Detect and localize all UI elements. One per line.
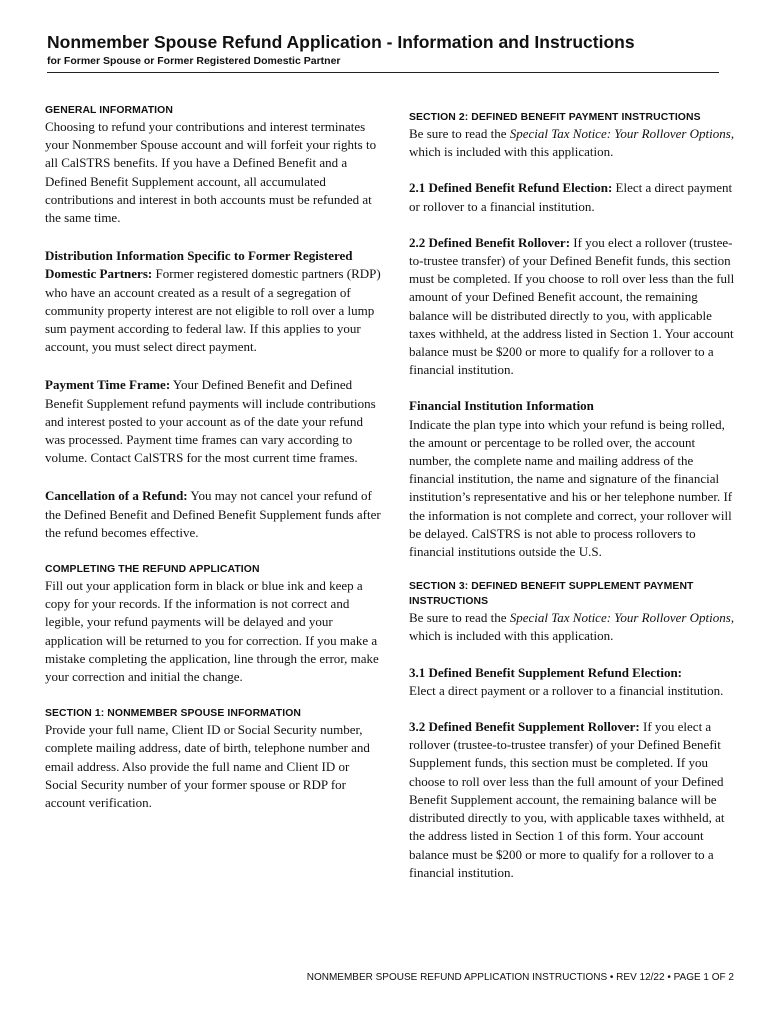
- section-3-2-text: If you elect a rollover (trustee-to-trustee transfer) of your Defined Benefit Supplement funds, this section must be completed. If you choose to roll over less than the full amount of your Defined Benefit Supplement account, the remaining balance will be distributed directly to you, with applicable taxes withheld, at the address listed in Section 1 of this form. Your account balance must be $200 or more to qualify for a rollover to a financial institution.: [409, 719, 725, 880]
- section-3-1-text: Elect a direct payment or a rollover to a financial institution.: [409, 682, 724, 698]
- page-header: [47, 31, 719, 68]
- payment-time-frame-paragraph: [45, 376, 385, 467]
- section-2-tax-notice: Special Tax Notice: Your Rollover Options,: [509, 126, 735, 141]
- completing-application-text: Fill out your application form in black or blue ink and keep a copy for your records. If the information is not correct and legible, your refund payments will be delayed and your application will be returned to you for correction. If you make a mistake completing the application, line through the error, make your correction and initial the change.: [45, 578, 379, 685]
- general-information-heading: GENERAL INFORMATION: [45, 105, 173, 116]
- section-1-text: Provide your full name, Client ID or Social Security number, complete mailing address, date of birth, telephone number and email address. Also provide the full name and Client ID or Social Security number of your former spouse or RDP for account verification.: [45, 722, 370, 811]
- section-3-pre: Be sure to read the: [409, 610, 510, 626]
- section-3-2-paragraph: [409, 718, 739, 882]
- cancellation-lead: Cancellation of a Refund:: [45, 488, 188, 504]
- section-3-1-lead: 3.1 Defined Benefit Supplement Refund Election:: [409, 664, 682, 680]
- section-2-1-paragraph: [409, 179, 739, 215]
- section-3-2-lead: 3.2 Defined Benefit Supplement Rollover:: [409, 719, 640, 735]
- financial-institution-text: Indicate the plan type into which your refund is being rolled, the amount or percentage to be rolled over, the account number, the complete name and mailing address of the financial institution, the name and signature of the financial institution’s representative and his or her telephone number. If the information is not complete and correct, your rollover will be delayed. CalSTRS is not able to process rollovers to financial institutions outside the U.S.: [409, 416, 733, 560]
- section-2-heading: SECTION 2: DEFINED BENEFIT PAYMENT INSTRUCTIONS: [409, 112, 701, 123]
- section-2-pre: Be sure to read the: [409, 126, 510, 141]
- section-3-heading: SECTION 3: DEFINED BENEFIT SUPPLEMENT PAYMENT INSTRUCTIONS: [409, 581, 694, 608]
- cancellation-paragraph: [45, 487, 385, 542]
- payment-time-frame-lead: Payment Time Frame:: [45, 377, 171, 393]
- financial-institution-lead-line: [409, 397, 739, 415]
- cancellation-text: You may not cancel your refund of the Defined Benefit and Defined Benefit Supplement funds after the refund becomes effective.: [45, 488, 381, 540]
- right-column: [409, 110, 739, 882]
- section-3-tax-notice: Special Tax Notice: Your Rollover Options,: [509, 610, 735, 626]
- section-2-2-text: If you elect a rollover (trustee-to-trustee transfer) of your Defined Benefit funds, this section must be completed. If you choose to roll over less than the full amount of your Defined Benefit account, the remaining balance will be distributed directly to you, with applicable taxes withheld, at the address listed in Section 1. Your account balance must be $200 or more to qualify for a rollover to a financial institution.: [409, 234, 735, 378]
- financial-institution-lead: Financial Institution Information: [409, 398, 594, 414]
- page-title: Nonmember Spouse Refund Application - Information and Instructions: [47, 32, 635, 52]
- section-3-1-lead-line: [409, 664, 739, 682]
- section-2-text: [409, 125, 739, 161]
- section-1-heading: SECTION 1: NONMEMBER SPOUSE INFORMATION: [45, 708, 301, 720]
- section-3-post: which is included with this application.: [409, 628, 614, 644]
- payment-time-frame-text: Your Defined Benefit and Defined Benefit Supplement refund payments will include contributions and interest posted to your account as of the date your refund was processed. Payment time frames can vary according to volume. Contact CalSTRS for the most current time frames.: [45, 377, 376, 466]
- section-2-1-lead: 2.1 Defined Benefit Refund Election:: [409, 180, 613, 196]
- section-3-text: [409, 609, 739, 645]
- distribution-information-paragraph: [45, 247, 385, 356]
- section-2-1-text: Elect a direct payment or rollover to a financial institution.: [409, 180, 733, 214]
- distribution-information-lead: Distribution Information Specific to Former Registered Domestic Partners:: [45, 248, 353, 282]
- completing-application-heading: COMPLETING THE REFUND APPLICATION: [45, 564, 260, 576]
- section-2-2-paragraph: [409, 234, 739, 380]
- page-footer: NONMEMBER SPOUSE REFUND APPLICATION INSTRUCTIONS • REV 12/22 • PAGE 1 OF 2: [306, 972, 734, 983]
- page-subtitle: for Former Spouse or Former Registered Domestic Partner: [47, 55, 341, 67]
- distribution-information-text: Former registered domestic partners (RDP) who have an account created as a result of a segregation of community property interest are not eligible to roll over a lump sum payment according to federal law. If this applies to your account, you must select direct payment.: [45, 266, 381, 355]
- header-divider: [47, 72, 719, 73]
- section-2-post: which is included with this application.: [409, 144, 614, 160]
- general-information-text: Choosing to refund your contributions and interest terminates your Nonmember Spouse account and will forfeit your rights to all CalSTRS benefits. If you have a Defined Benefit and a Defined Benefit Supplement account, all accumulated contributions and interest in both accounts must be refunded at the same time.: [45, 119, 377, 226]
- section-2-2-lead: 2.2 Defined Benefit Rollover:: [409, 234, 571, 250]
- left-column: [45, 103, 385, 812]
